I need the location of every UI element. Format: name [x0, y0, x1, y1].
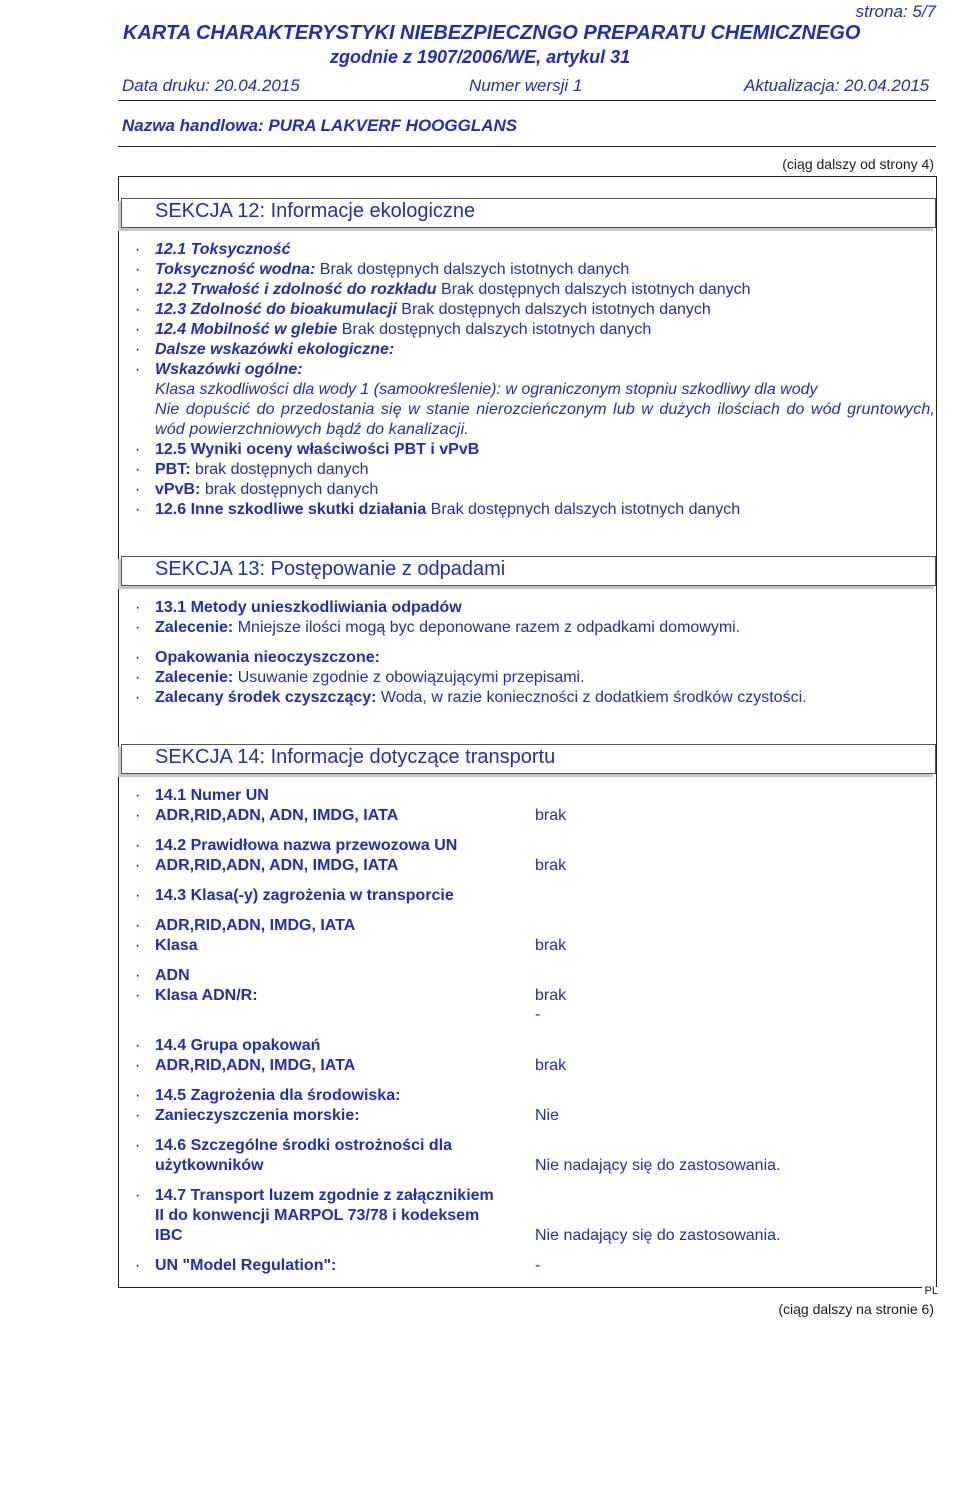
s14-adn-class-value: brak	[535, 987, 567, 1004]
s14-shipping-name-modes: · ADR,RID,ADN, ADN, IMDG, IATA	[135, 857, 399, 874]
continued-from: (ciąg dalszy od strony 4)	[782, 156, 934, 172]
s12-mobility: · 12.4 Mobilność w glebie Brak dostępnych dalszych istotnych danych	[135, 321, 652, 338]
section-13-box	[121, 556, 936, 586]
s12-vpvb: · vPvB: brak dostępnych danych	[135, 481, 379, 498]
section-13-title: SEKCJA 13: Postępowanie z odpadami	[155, 558, 506, 580]
page-number: strona: 5/7	[855, 2, 936, 21]
s14-env-hazards-heading: · 14.5 Zagrożenia dla środowiska:	[135, 1087, 401, 1104]
s14-bulk-transport-line2: II do konwencji MARPOL 73/78 i kodeksem	[155, 1207, 480, 1224]
s14-bulk-transport-line3: IBC	[155, 1227, 183, 1244]
section-14-box	[121, 744, 936, 774]
document-title: KARTA CHARAKTERYSTYKI NIEBEZPIECZNGO PREPARATU CHEMICZNEGO	[123, 22, 861, 44]
s12-toxicity-heading: · 12.1 Toksyczność	[135, 241, 291, 258]
header-rule	[118, 100, 936, 101]
s12-aquatic-toxicity: · Toksyczność wodna: Brak dostępnych dalszych istotnych danych	[135, 261, 630, 278]
s14-bulk-transport-value: Nie nadający się do zastosowania.	[535, 1227, 781, 1244]
left-margin-rule	[118, 176, 119, 1287]
s14-model-regulation-label: · UN "Model Regulation":	[135, 1257, 337, 1274]
s13-recommendation: · Zalecenie: Mniejsze ilości mogą byc deponowane razem z odpadkami domowymi.	[135, 619, 741, 636]
s14-packing-group-modes: · ADR,RID,ADN, IMDG, IATA	[135, 1057, 356, 1074]
s14-shipping-name-value: brak	[535, 857, 567, 874]
s14-bulk-transport-heading: · 14.7 Transport luzem zgodnie z załącznikiem	[135, 1187, 494, 1204]
s14-un-number-value: brak	[535, 807, 567, 824]
trade-name: Nazwa handlowa: PURA LAKVERF HOOGGLANS	[122, 116, 518, 135]
trade-name-rule	[118, 146, 936, 147]
section-12-title: SEKCJA 12: Informacje ekologiczne	[155, 200, 476, 222]
s12-persistence: · 12.2 Trwałość i zdolność do rozkładu Brak dostępnych dalszych istotnych danych	[135, 281, 751, 298]
s14-marine-pollutant-label: · Zanieczyszczenia morskie:	[135, 1107, 360, 1124]
section-14-title: SEKCJA 14: Informacje dotyczące transportu	[155, 746, 556, 768]
s14-hazard-class-modes: · ADR,RID,ADN, IMDG, IATA	[135, 917, 356, 934]
s14-class-value: brak	[535, 937, 567, 954]
s14-un-number-modes: · ADR,RID,ADN, ADN, IMDG, IATA	[135, 807, 399, 824]
continued-rule	[118, 176, 936, 177]
section-12-box	[121, 198, 936, 228]
update-date: Aktualizacja: 20.04.2015	[744, 76, 930, 95]
footer-rule	[118, 1287, 922, 1288]
s14-marine-pollutant-value: Nie	[535, 1107, 560, 1124]
s12-pbt: · PBT: brak dostępnych danych	[135, 461, 369, 478]
language-code: PL	[924, 1285, 938, 1297]
s12-water-hazard-class: Klasa szkodliwości dla wody 1 (samookreślenie): w ograniczonym stopniu szkodliwy dla wody	[155, 381, 818, 398]
s12-pbt-heading: · 12.5 Wyniki oceny właściwości PBT i vPvB	[135, 441, 480, 458]
s13-packaging-recommendation: · Zalecenie: Usuwanie zgodnie z obowiązującymi przepisami.	[135, 669, 585, 686]
s14-adn-class-dash: -	[535, 1006, 541, 1023]
s14-class-label: · Klasa	[135, 937, 198, 954]
s14-packing-group-heading: · 14.4 Grupa opakowań	[135, 1037, 321, 1054]
s14-special-precautions-heading: · 14.6 Szczególne środki ostrożności dla	[135, 1137, 452, 1154]
document-subtitle: zgodnie z 1907/2006/WE, artykul 31	[330, 47, 631, 67]
s12-other-effects: · 12.6 Inne szkodliwe skutki działania Brak dostępnych dalszych istotnych danych	[135, 501, 741, 518]
s14-hazard-class-heading: · 14.3 Klasa(-y) zagrożenia w transporcie	[135, 887, 454, 904]
s14-model-regulation-value: -	[535, 1257, 541, 1274]
s14-special-precautions-value: Nie nadający się do zastosowania.	[535, 1157, 781, 1174]
s14-adn-heading: · ADN	[135, 967, 190, 984]
s14-un-number-heading: · 14.1 Numer UN	[135, 787, 269, 804]
s14-special-precautions-users: użytkowników	[155, 1157, 264, 1174]
s14-packing-group-value: brak	[535, 1057, 567, 1074]
s12-further-info: · Dalsze wskazówki ekologiczne:	[135, 341, 395, 358]
print-date: Data druku: 20.04.2015	[122, 76, 300, 95]
s12-release-warning: Nie dopuścić do przedostania się w stanie nierozcieńczonym lub w dużych ilościach do wód gruntowych, wód powierzchniowych bądź do kanalizacji.	[155, 401, 935, 438]
s13-methods-heading: · 13.1 Metody unieszkodliwiania odpadów	[135, 599, 462, 616]
s12-bioaccumulation: · 12.3 Zdolność do bioakumulacji Brak dostępnych dalszych istotnych danych	[135, 301, 711, 318]
s14-adn-class-label: · Klasa ADN/R:	[135, 987, 258, 1004]
version-number: Numer wersji 1	[469, 76, 583, 95]
continued-to: (ciąg dalszy na stronie 6)	[778, 1301, 934, 1317]
s13-packaging-heading: · Opakowania nieoczyszczone:	[135, 649, 380, 666]
s14-shipping-name-heading: · 14.2 Prawidłowa nazwa przewozowa UN	[135, 837, 458, 854]
s12-general-notes: · Wskazówki ogólne:	[135, 361, 303, 378]
s13-cleaning-agent: · Zalecany środek czyszczący: Woda, w razie konieczności z dodatkiem środków czystości.	[135, 689, 807, 706]
right-margin-rule	[936, 176, 937, 1287]
